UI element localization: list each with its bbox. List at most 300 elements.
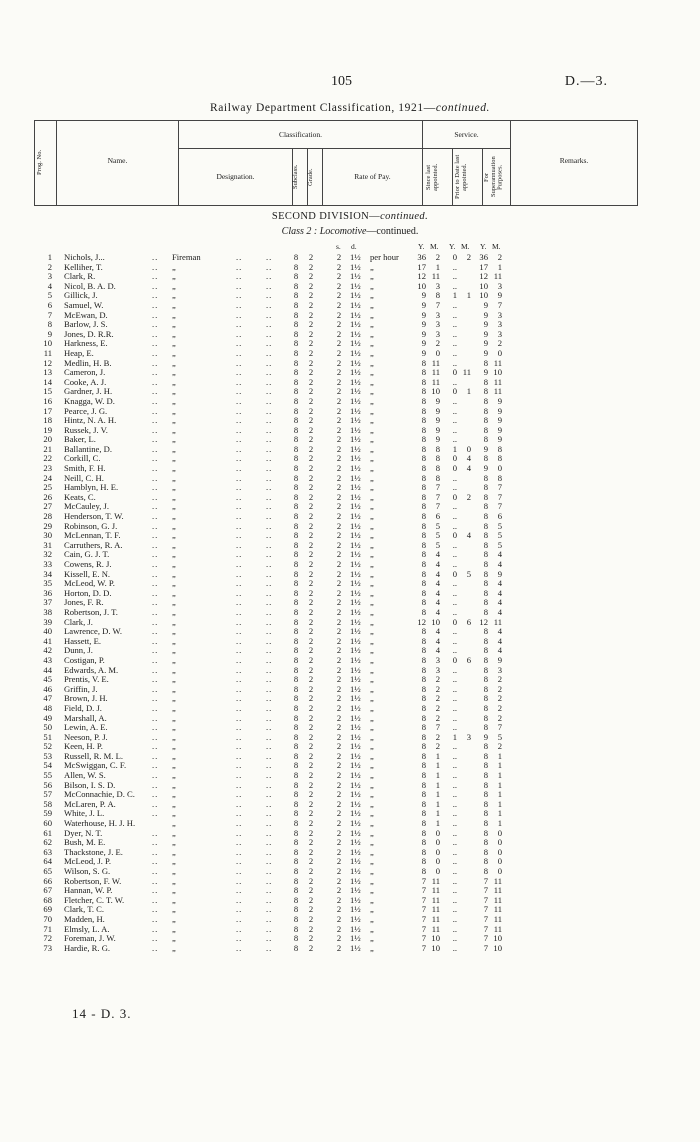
cell-since-months: 0 bbox=[435, 846, 440, 857]
cell-super-years: 8 bbox=[483, 712, 488, 723]
cell-since-years: 8 bbox=[421, 443, 426, 454]
cell-rate-unit: per hour bbox=[370, 252, 399, 262]
cell-grade: 2 bbox=[308, 568, 314, 579]
cell-leader-dots: .. bbox=[152, 702, 159, 713]
cell-super-months: 4 bbox=[497, 626, 502, 637]
cell-leader-dots: .. bbox=[266, 616, 273, 627]
cell-since-years: 8 bbox=[421, 367, 426, 378]
cell-subclass: 8 bbox=[293, 309, 299, 320]
cell-rate-pence: 1½ bbox=[350, 501, 361, 512]
cell-super-years: 9 bbox=[483, 309, 488, 320]
cell-name: Bilson, I. S. D. bbox=[64, 779, 116, 790]
cell-grade: 2 bbox=[308, 539, 314, 550]
cell-since-years: 8 bbox=[421, 808, 426, 819]
cell-rate-pence: 1½ bbox=[350, 635, 361, 646]
cell-leader-dots: .. bbox=[236, 770, 243, 781]
cell-prog-no: 6 bbox=[47, 299, 52, 310]
cell-prog-no: 26 bbox=[43, 491, 52, 502]
cell-super-years: 8 bbox=[483, 587, 488, 598]
cell-leader-dots: .. bbox=[152, 635, 159, 646]
cell-rate-shillings: 2 bbox=[336, 472, 342, 483]
cell-rate-shillings: 2 bbox=[336, 549, 342, 560]
cell-since-years: 9 bbox=[421, 309, 426, 320]
cell-name: Thackstone, J. E. bbox=[64, 846, 123, 857]
cell-since-months: 3 bbox=[435, 654, 440, 665]
cell-prior-years: .. bbox=[452, 395, 457, 406]
cell-since-years: 8 bbox=[421, 539, 426, 550]
cell-rate-shillings: 2 bbox=[336, 885, 342, 896]
cell-since-months: 11 bbox=[431, 376, 440, 387]
cell-prog-no: 17 bbox=[43, 405, 52, 416]
cell-rate-unit: „ bbox=[370, 702, 374, 713]
cell-leader-dots: .. bbox=[236, 434, 243, 445]
cell-leader-dots: .. bbox=[236, 338, 243, 349]
cell-since-years: 8 bbox=[421, 424, 426, 435]
cell-rate-pence: 1½ bbox=[350, 606, 361, 617]
cell-super-years: 8 bbox=[483, 357, 488, 368]
cell-super-years: 36 bbox=[479, 252, 488, 262]
cell-super-months: 1 bbox=[497, 770, 502, 781]
cell-subclass: 8 bbox=[293, 722, 299, 733]
cell-designation: „ bbox=[172, 367, 176, 378]
cell-leader-dots: .. bbox=[152, 770, 159, 781]
cell-name: Dyer, N. T. bbox=[64, 827, 103, 838]
cell-super-years: 8 bbox=[483, 568, 488, 579]
unit-shillings: s. bbox=[336, 242, 341, 251]
cell-prog-no: 51 bbox=[43, 731, 52, 742]
cell-designation: „ bbox=[172, 683, 176, 694]
cell-name: Elmsly, L. A. bbox=[64, 923, 110, 934]
cell-super-years: 8 bbox=[483, 798, 488, 809]
cell-grade: 2 bbox=[308, 587, 314, 598]
cell-rate-shillings: 2 bbox=[336, 856, 342, 867]
cell-name: Lewin, A. E. bbox=[64, 722, 108, 733]
cell-name: Ballantine, D. bbox=[64, 443, 112, 454]
cell-rate-shillings: 2 bbox=[336, 309, 342, 320]
cell-name: Edwards, A. M. bbox=[64, 664, 119, 675]
cell-since-months: 4 bbox=[435, 606, 440, 617]
cell-prior-years: .. bbox=[452, 271, 457, 282]
cell-since-months: 11 bbox=[431, 875, 440, 886]
cell-super-years: 8 bbox=[483, 770, 488, 781]
cell-leader-dots: .. bbox=[152, 482, 159, 493]
cell-prog-no: 50 bbox=[43, 722, 52, 733]
cell-since-months: 7 bbox=[435, 299, 440, 310]
cell-grade: 2 bbox=[308, 904, 314, 915]
cell-name: Russek, J. V. bbox=[64, 424, 108, 435]
cell-leader-dots: .. bbox=[266, 280, 273, 291]
cell-super-months: 5 bbox=[497, 520, 502, 531]
cell-subclass: 8 bbox=[293, 511, 299, 522]
cell-leader-dots: .. bbox=[266, 702, 273, 713]
cell-designation: „ bbox=[172, 798, 176, 809]
cell-prior-years: .. bbox=[452, 559, 457, 569]
cell-subclass: 8 bbox=[293, 741, 299, 752]
cell-since-years: 8 bbox=[421, 568, 426, 579]
cell-subclass: 8 bbox=[293, 779, 299, 790]
cell-leader-dots: .. bbox=[152, 415, 159, 426]
cell-leader-dots: .. bbox=[266, 501, 273, 512]
cell-name: McLeod, J. P. bbox=[64, 856, 112, 867]
cell-super-months: 5 bbox=[497, 539, 502, 550]
cell-rate-pence: 1½ bbox=[350, 741, 361, 752]
cell-leader-dots: .. bbox=[152, 559, 159, 569]
cell-subclass: 8 bbox=[293, 578, 299, 589]
cell-prog-no: 59 bbox=[43, 808, 52, 819]
section-division-continued: continued. bbox=[380, 211, 429, 222]
cell-rate-shillings: 2 bbox=[336, 290, 342, 301]
cell-leader-dots: .. bbox=[236, 501, 243, 512]
cell-grade: 2 bbox=[308, 319, 314, 330]
cell-prog-no: 24 bbox=[43, 472, 52, 483]
cell-since-years: 8 bbox=[421, 376, 426, 387]
cell-name: Dunn, J. bbox=[64, 645, 93, 656]
cell-prior-months: 1 bbox=[466, 386, 471, 397]
cell-name: Gillick, J. bbox=[64, 290, 98, 301]
cell-leader-dots: .. bbox=[266, 866, 273, 876]
cell-prog-no: 13 bbox=[43, 367, 52, 378]
cell-super-months: 9 bbox=[497, 568, 502, 579]
cell-grade: 2 bbox=[308, 252, 314, 262]
cell-designation: „ bbox=[172, 846, 176, 857]
cell-since-months: 8 bbox=[435, 290, 440, 301]
cell-leader-dots: .. bbox=[236, 683, 243, 694]
cell-leader-dots: .. bbox=[266, 252, 273, 262]
cell-designation: „ bbox=[172, 539, 176, 550]
cell-rate-shillings: 2 bbox=[336, 299, 342, 310]
cell-leader-dots: .. bbox=[152, 549, 159, 560]
cell-subclass: 8 bbox=[293, 606, 299, 617]
cell-rate-pence: 1½ bbox=[350, 856, 361, 867]
cell-since-months: 1 bbox=[435, 760, 440, 771]
cell-name: Brown, J. H. bbox=[64, 693, 108, 704]
cell-leader-dots: .. bbox=[152, 664, 159, 675]
cell-super-years: 7 bbox=[483, 942, 488, 953]
cell-grade: 2 bbox=[308, 616, 314, 627]
cell-name: Clark, R. bbox=[64, 271, 96, 282]
cell-since-months: 4 bbox=[435, 597, 440, 608]
cell-super-years: 8 bbox=[483, 808, 488, 819]
cell-since-years: 7 bbox=[421, 933, 426, 944]
cell-prog-no: 5 bbox=[47, 290, 52, 301]
cell-leader-dots: .. bbox=[236, 299, 243, 310]
cell-designation: „ bbox=[172, 606, 176, 617]
cell-designation: „ bbox=[172, 741, 176, 752]
cell-leader-dots: .. bbox=[152, 913, 159, 924]
cell-prog-no: 37 bbox=[43, 597, 52, 608]
cell-subclass: 8 bbox=[293, 472, 299, 483]
cell-since-months: 0 bbox=[435, 837, 440, 848]
cell-rate-unit: „ bbox=[370, 770, 374, 781]
cell-prog-no: 15 bbox=[43, 386, 52, 397]
cell-rate-shillings: 2 bbox=[336, 693, 342, 704]
cell-super-years: 9 bbox=[483, 338, 488, 349]
cell-prog-no: 67 bbox=[43, 885, 52, 896]
cell-since-years: 8 bbox=[421, 779, 426, 790]
cell-super-years: 8 bbox=[483, 606, 488, 617]
cell-name: Kissell, E. N. bbox=[64, 568, 111, 579]
cell-since-years: 8 bbox=[421, 818, 426, 829]
cell-name: Neeson, P. J. bbox=[64, 731, 108, 742]
cell-subclass: 8 bbox=[293, 798, 299, 809]
cell-since-months: 2 bbox=[435, 702, 440, 713]
cell-super-months: 3 bbox=[497, 664, 502, 675]
page-title bbox=[0, 102, 700, 114]
cell-grade: 2 bbox=[308, 933, 314, 944]
cell-super-months: 11 bbox=[493, 875, 502, 886]
cell-super-months: 9 bbox=[497, 654, 502, 665]
cell-grade: 2 bbox=[308, 309, 314, 320]
cell-super-months: 8 bbox=[497, 443, 502, 454]
cell-designation: „ bbox=[172, 770, 176, 781]
cell-prior-years: .. bbox=[452, 635, 457, 646]
cell-rate-pence: 1½ bbox=[350, 415, 361, 426]
cell-rate-shillings: 2 bbox=[336, 894, 342, 905]
cell-prior-months: 5 bbox=[466, 568, 471, 579]
cell-grade: 2 bbox=[308, 578, 314, 589]
cell-designation: „ bbox=[172, 395, 176, 406]
cell-rate-pence: 1½ bbox=[350, 338, 361, 349]
cell-leader-dots: .. bbox=[152, 347, 159, 358]
cell-leader-dots: .. bbox=[236, 568, 243, 579]
cell-designation: „ bbox=[172, 789, 176, 800]
cell-leader-dots: .. bbox=[152, 760, 159, 771]
cell-since-months: 7 bbox=[435, 482, 440, 493]
cell-since-months: 8 bbox=[435, 472, 440, 483]
cell-leader-dots: .. bbox=[266, 606, 273, 617]
cell-since-months: 3 bbox=[435, 280, 440, 291]
cell-prior-years: .. bbox=[452, 511, 457, 522]
cell-leader-dots: .. bbox=[266, 712, 273, 723]
cell-subclass: 8 bbox=[293, 453, 299, 464]
cell-prog-no: 73 bbox=[43, 942, 52, 953]
cell-super-months: 9 bbox=[497, 415, 502, 426]
unit-pence: d. bbox=[351, 242, 357, 251]
cell-name: Horton, D. D. bbox=[64, 587, 112, 598]
cell-leader-dots: .. bbox=[236, 424, 243, 435]
cell-since-years: 8 bbox=[421, 635, 426, 646]
cell-rate-pence: 1½ bbox=[350, 530, 361, 541]
cell-rate-unit: „ bbox=[370, 674, 374, 685]
cell-name: Gardner, J. H. bbox=[64, 386, 113, 397]
cell-prog-no: 66 bbox=[43, 875, 52, 886]
cell-designation: Fireman bbox=[172, 252, 201, 262]
cell-super-months: 1 bbox=[497, 818, 502, 829]
cell-prior-years: .. bbox=[452, 770, 457, 781]
cell-rate-unit: „ bbox=[370, 511, 374, 522]
cell-leader-dots: .. bbox=[266, 434, 273, 445]
cell-rate-shillings: 2 bbox=[336, 750, 342, 761]
cell-since-years: 8 bbox=[421, 463, 426, 474]
cell-super-years: 8 bbox=[483, 779, 488, 790]
cell-rate-unit: „ bbox=[370, 712, 374, 723]
cell-super-months: 4 bbox=[497, 597, 502, 608]
cell-super-months: 0 bbox=[497, 463, 502, 474]
cell-grade: 2 bbox=[308, 271, 314, 282]
cell-designation: „ bbox=[172, 626, 176, 637]
cell-grade: 2 bbox=[308, 386, 314, 397]
cell-rate-unit: „ bbox=[370, 626, 374, 637]
cell-name: Smith, F. H. bbox=[64, 463, 106, 474]
cell-super-years: 8 bbox=[483, 511, 488, 522]
cell-since-months: 1 bbox=[435, 808, 440, 819]
cell-super-months: 1 bbox=[497, 789, 502, 800]
cell-since-years: 8 bbox=[421, 587, 426, 598]
cell-leader-dots: .. bbox=[266, 674, 273, 685]
cell-designation: „ bbox=[172, 386, 176, 397]
cell-subclass: 8 bbox=[293, 760, 299, 771]
cell-leader-dots: .. bbox=[266, 587, 273, 598]
cell-name: Griffin, J. bbox=[64, 683, 98, 694]
cell-name: Prentis, V. E. bbox=[64, 674, 109, 685]
cell-subclass: 8 bbox=[293, 597, 299, 608]
cell-leader-dots: .. bbox=[236, 942, 243, 953]
cell-grade: 2 bbox=[308, 635, 314, 646]
cell-leader-dots: .. bbox=[236, 386, 243, 397]
cell-rate-shillings: 2 bbox=[336, 798, 342, 809]
cell-leader-dots: .. bbox=[236, 664, 243, 675]
cell-prior-years: .. bbox=[452, 415, 457, 426]
cell-since-months: 4 bbox=[435, 626, 440, 637]
cell-since-years: 8 bbox=[421, 741, 426, 752]
cell-leader-dots: .. bbox=[266, 894, 273, 905]
cell-prog-no: 43 bbox=[43, 654, 52, 665]
cell-since-years: 12 bbox=[417, 616, 426, 627]
cell-rate-shillings: 2 bbox=[336, 933, 342, 944]
cell-rate-shillings: 2 bbox=[336, 645, 342, 656]
cell-since-months: 11 bbox=[431, 271, 440, 282]
cell-leader-dots: .. bbox=[266, 520, 273, 531]
unit-months-prior: M. bbox=[461, 242, 470, 251]
cell-rate-shillings: 2 bbox=[336, 731, 342, 742]
class-continued: —continued. bbox=[366, 226, 419, 237]
cell-rate-unit: „ bbox=[370, 664, 374, 675]
cell-leader-dots: .. bbox=[152, 683, 159, 694]
cell-leader-dots: .. bbox=[152, 568, 159, 579]
cell-prog-no: 40 bbox=[43, 626, 52, 637]
cell-since-years: 8 bbox=[421, 654, 426, 665]
cell-leader-dots: .. bbox=[266, 357, 273, 368]
cell-rate-unit: „ bbox=[370, 933, 374, 944]
cell-prior-years: .. bbox=[452, 587, 457, 598]
cell-subclass: 8 bbox=[293, 712, 299, 723]
table-row bbox=[0, 944, 700, 954]
cell-since-months: 2 bbox=[435, 674, 440, 685]
cell-leader-dots: .. bbox=[236, 846, 243, 857]
cell-name: Clark, J. bbox=[64, 616, 93, 627]
cell-super-years: 7 bbox=[483, 933, 488, 944]
cell-rate-unit: „ bbox=[370, 357, 374, 368]
cell-super-years: 7 bbox=[483, 885, 488, 896]
cell-prog-no: 35 bbox=[43, 578, 52, 589]
cell-grade: 2 bbox=[308, 559, 314, 569]
cell-prior-months: 1 bbox=[466, 290, 471, 301]
cell-super-months: 11 bbox=[493, 923, 502, 934]
cell-leader-dots: .. bbox=[236, 818, 243, 829]
cell-subclass: 8 bbox=[293, 530, 299, 541]
cell-prior-years: .. bbox=[452, 722, 457, 733]
cell-rate-pence: 1½ bbox=[350, 491, 361, 502]
cell-since-years: 8 bbox=[421, 434, 426, 445]
cell-grade: 2 bbox=[308, 731, 314, 742]
cell-since-years: 8 bbox=[421, 357, 426, 368]
cell-prior-years: .. bbox=[452, 827, 457, 838]
header-rate-of-pay: Rate of Pay. bbox=[354, 172, 391, 181]
cell-leader-dots: .. bbox=[266, 463, 273, 474]
cell-since-months: 1 bbox=[435, 261, 440, 272]
cell-prior-years: .. bbox=[452, 894, 457, 905]
cell-subclass: 8 bbox=[293, 290, 299, 301]
cell-leader-dots: .. bbox=[152, 376, 159, 387]
cell-since-months: 2 bbox=[435, 712, 440, 723]
cell-subclass: 8 bbox=[293, 913, 299, 924]
cell-super-months: 0 bbox=[497, 347, 502, 358]
cell-super-years: 8 bbox=[483, 722, 488, 733]
cell-rate-shillings: 2 bbox=[336, 511, 342, 522]
cell-subclass: 8 bbox=[293, 491, 299, 502]
cell-leader-dots: .. bbox=[236, 626, 243, 637]
cell-designation: „ bbox=[172, 520, 176, 531]
cell-name: Pearce, J. G. bbox=[64, 405, 108, 416]
cell-leader-dots: .. bbox=[152, 866, 159, 876]
cell-subclass: 8 bbox=[293, 559, 299, 569]
cell-since-years: 8 bbox=[421, 482, 426, 493]
cell-leader-dots: .. bbox=[152, 904, 159, 915]
cell-designation: „ bbox=[172, 443, 176, 454]
cell-rate-shillings: 2 bbox=[336, 818, 342, 829]
cell-super-years: 8 bbox=[483, 818, 488, 829]
cell-since-months: 9 bbox=[435, 424, 440, 435]
cell-prior-years: .. bbox=[452, 875, 457, 886]
cell-designation: „ bbox=[172, 894, 176, 905]
cell-leader-dots: .. bbox=[236, 482, 243, 493]
cell-since-years: 7 bbox=[421, 875, 426, 886]
cell-rate-shillings: 2 bbox=[336, 530, 342, 541]
cell-leader-dots: .. bbox=[236, 463, 243, 474]
cell-grade: 2 bbox=[308, 472, 314, 483]
cell-grade: 2 bbox=[308, 875, 314, 886]
cell-prior-years: 0 bbox=[452, 616, 457, 627]
cell-super-months: 9 bbox=[497, 395, 502, 406]
cell-rate-pence: 1½ bbox=[350, 376, 361, 387]
cell-super-years: 8 bbox=[483, 760, 488, 771]
cell-super-years: 9 bbox=[483, 328, 488, 339]
cell-rate-shillings: 2 bbox=[336, 578, 342, 589]
cell-prog-no: 22 bbox=[43, 453, 52, 464]
cell-rate-unit: „ bbox=[370, 290, 374, 301]
cell-name: Lawrence, D. W. bbox=[64, 626, 122, 637]
cell-subclass: 8 bbox=[293, 856, 299, 867]
cell-name: Hannan, W. P. bbox=[64, 885, 113, 896]
cell-grade: 2 bbox=[308, 511, 314, 522]
cell-super-months: 11 bbox=[493, 904, 502, 915]
cell-leader-dots: .. bbox=[152, 434, 159, 445]
cell-rate-shillings: 2 bbox=[336, 722, 342, 733]
cell-prog-no: 68 bbox=[43, 894, 52, 905]
cell-rate-unit: „ bbox=[370, 271, 374, 282]
cell-leader-dots: .. bbox=[152, 453, 159, 464]
cell-leader-dots: .. bbox=[236, 309, 243, 320]
cell-super-months: 2 bbox=[497, 674, 502, 685]
cell-prior-years: .. bbox=[452, 539, 457, 550]
cell-super-years: 7 bbox=[483, 904, 488, 915]
cell-rate-shillings: 2 bbox=[336, 501, 342, 512]
cell-super-months: 2 bbox=[497, 702, 502, 713]
cell-leader-dots: .. bbox=[266, 760, 273, 771]
cell-rate-unit: „ bbox=[370, 606, 374, 617]
cell-prior-years: .. bbox=[452, 626, 457, 637]
cell-name: McLennan, T. F. bbox=[64, 530, 121, 541]
